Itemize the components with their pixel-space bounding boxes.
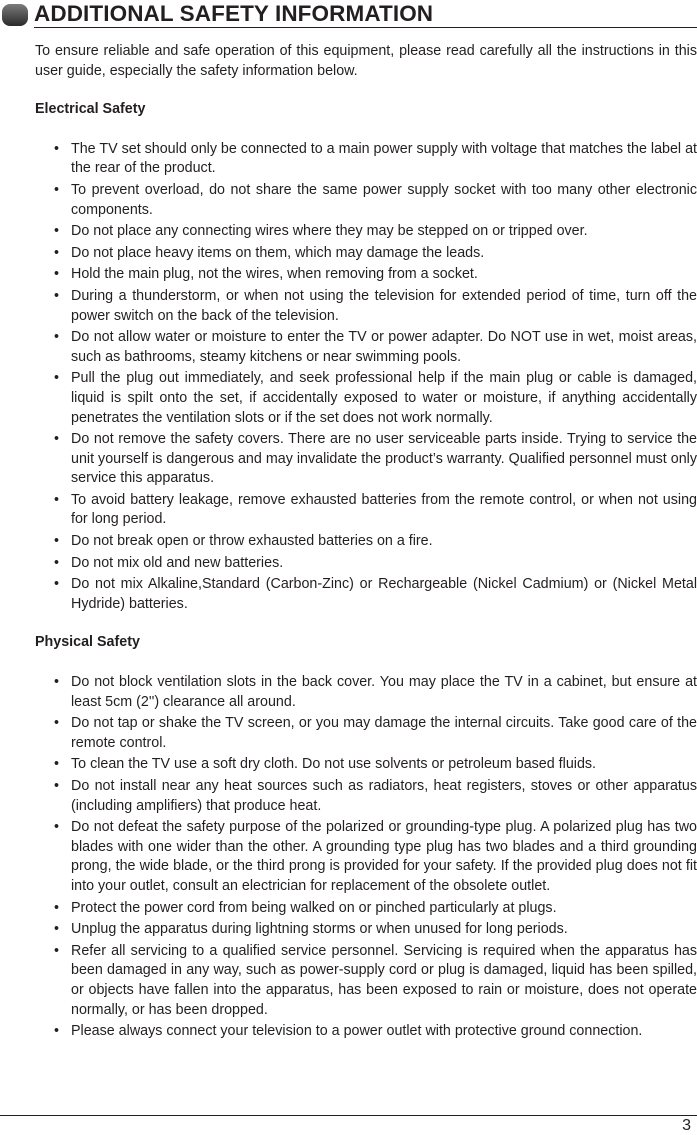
list-item: • Pull the plug out immediately, and seek professional help if the main plug or cable is damaged, liquid is spilt onto the set, if accidentally exposed to water or moisture, if anything accidentally penetrates the ventilation slots or if the set does not work normally.	[35, 369, 697, 428]
list-item: • Unplug the apparatus during lightning storms or when unused for long periods.	[35, 920, 697, 940]
page-header	[0, 0, 697, 30]
list-item: • The TV set should only be connected to a main power supply with voltage that matches the label at the rear of the product.	[35, 140, 697, 179]
list-item: • Protect the power cord from being walked on or pinched particularly at plugs.	[35, 899, 697, 919]
list-item: • Do not place any connecting wires where they may be stepped on or tripped over.	[35, 222, 697, 242]
list-item: • Do not tap or shake the TV screen, or you may damage the internal circuits. Take good care of the remote control.	[35, 714, 697, 753]
list-item: • Refer all servicing to a qualified service personnel. Servicing is required when the apparatus has been damaged in any way, such as power-supply cord or plug is damaged, liquid has been spilled, or objects have fallen into the apparatus, has been exposed to rain or moisture, does not operate normally, or has been dropped.	[35, 942, 697, 1020]
list-item: • Do not defeat the safety purpose of the polarized or grounding-type plug. A polarized plug has two blades with one wider than the other. A grounding type plug has two blades and a third grounding prong, the wide blade, or the third prong is provided for your safety. If the provided plug does not fit into your outlet, consult an electrician for replacement of the obsolete outlet.	[35, 818, 697, 896]
section-tab-icon	[2, 4, 28, 26]
header-divider	[34, 27, 697, 28]
list-item: • Do not place heavy items on them, which may damage the leads.	[35, 244, 697, 264]
list-item: • Please always connect your television to a power outlet with protective ground connection.	[35, 1022, 697, 1042]
electrical-safety-list	[35, 140, 697, 615]
section-heading-electrical: Electrical Safety	[35, 101, 146, 118]
document-body	[35, 42, 697, 1044]
list-item: • Do not mix Alkaline,Standard (Carbon-Zinc) or Rechargeable (Nickel Cadmium) or (Nickel Metal Hydride) batteries.	[35, 575, 697, 614]
page-number: 3	[682, 1117, 691, 1134]
section-heading-physical: Physical Safety	[35, 634, 140, 651]
list-item: • To prevent overload, do not share the same power supply socket with too many other electronic components.	[35, 181, 697, 220]
list-item: • To avoid battery leakage, remove exhausted batteries from the remote control, or when not using for long period.	[35, 491, 697, 530]
list-item: • Do not mix old and new batteries.	[35, 554, 697, 574]
list-item: • Do not break open or throw exhausted batteries on a fire.	[35, 532, 697, 552]
list-item: • During a thunderstorm, or when not using the television for extended period of time, turn off the power switch on the back of the television.	[35, 287, 697, 326]
footer-divider	[0, 1115, 697, 1116]
list-item: • Do not remove the safety covers. There are no user serviceable parts inside. Trying to service the unit yourself is dangerous and may invalidate the product’s warranty. Qualified personnel must only service this apparatus.	[35, 430, 697, 489]
list-item: • Do not block ventilation slots in the back cover. You may place the TV in a cabinet, but ensure at least 5cm (2'') clearance all around.	[35, 673, 697, 712]
list-item: • To clean the TV use a soft dry cloth. Do not use solvents or petroleum based fluids.	[35, 755, 697, 775]
list-item: • Do not install near any heat sources such as radiators, heat registers, stoves or other apparatus (including amplifiers) that produce heat.	[35, 777, 697, 816]
list-item: • Do not allow water or moisture to enter the TV or power adapter. Do NOT use in wet, moist areas, such as bathrooms, steamy kitchens or near swimming pools.	[35, 328, 697, 367]
physical-safety-list	[35, 673, 697, 1042]
intro-paragraph: To ensure reliable and safe operation of this equipment, please read carefully all the instructions in this user guide, especially the safety information below.	[35, 43, 697, 79]
page-title: ADDITIONAL SAFETY INFORMATION	[34, 1, 434, 26]
list-item: • Hold the main plug, not the wires, when removing from a socket.	[35, 265, 697, 285]
